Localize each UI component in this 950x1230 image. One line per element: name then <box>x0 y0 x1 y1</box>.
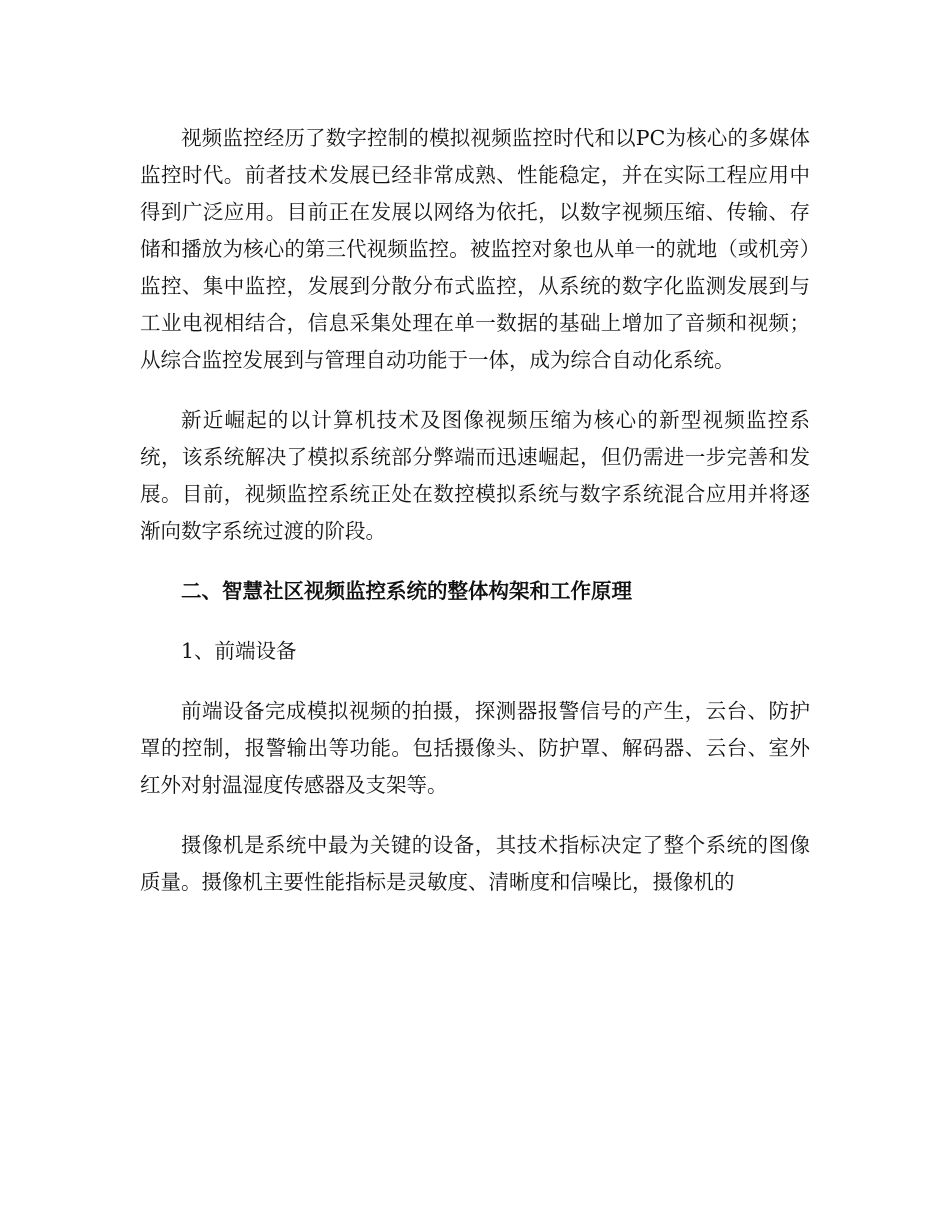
document-content <box>140 120 810 901</box>
paragraph-body-1: 前端设备完成模拟视频的拍摄，探测器报警信号的产生，云台、防护罩的控制，报警输出等功能。包括摄像头、防护罩、解码器、云台、室外红外对射温湿度传感器及支架等。 <box>140 699 810 797</box>
paragraph-intro-1: 视频监控经历了数字控制的模拟视频监控时代和以PC为核心的多媒体监控时代。前者技术发展已经非常成熟、性能稳定，并在实际工程应用中得到广泛应用。目前正在发展以网络为依托，以数字视频压缩、传输、存储和播放为核心的第三代视频监控。被监控对象也从单一的就地（或机旁）监控、集中监控，发展到分散分布式监控，从系统的数字化监测发展到与工业电视相结合，信息采集处理在单一数据的基础上增加了音频和视频；从综合监控发展到与管理自动功能于一体，成为综合自动化系统。 <box>140 126 810 372</box>
section-heading: 二、智慧社区视频监控系统的整体构架和工作原理 <box>181 579 632 603</box>
paragraph-intro-2: 新近崛起的以计算机技术及图像视频压缩为核心的新型视频监控系统，该系统解决了模拟系统部分弊端而迅速崛起，但仍需进一步完善和发展。目前，视频监控系统正处在数控模拟系统与数字系统混合应用并将逐渐向数字系统过渡的阶段。 <box>140 408 810 543</box>
paragraph-body-2: 摄像机是系统中最为关键的设备，其技术指标决定了整个系统的图像质量。摄像机主要性能指标是灵敏度、清晰度和信噪比，摄像机的 <box>140 833 810 894</box>
subsection-heading: 1、前端设备 <box>181 639 297 663</box>
